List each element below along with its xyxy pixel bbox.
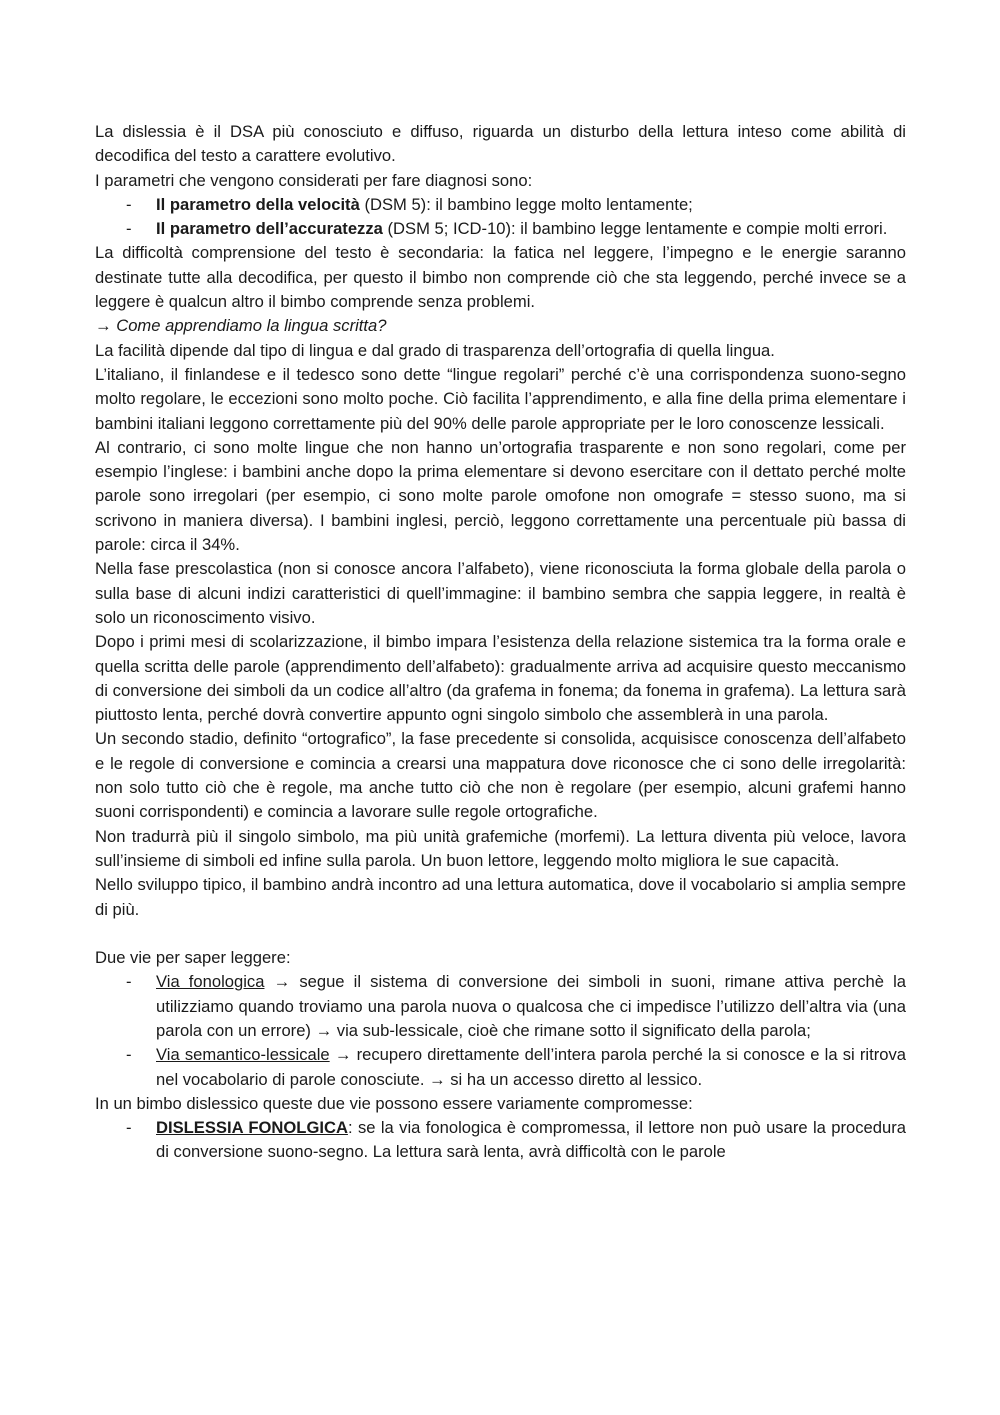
paragraph-facilita: La facilità dipende dal tipo di lingua e dal grado di trasparenza dell’ortografia di quella lingua. bbox=[95, 340, 775, 360]
paragraph-intro: La dislessia è il DSA più conosciuto e diffuso, riguarda un disturbo della lettura inteso come abilità di decodifica del testo a carattere evolutivo. bbox=[95, 122, 906, 166]
paragraph-contrario: Al contrario, ci sono molte lingue che non hanno un’ortografia trasparente e non sono regolari, come per esempio l’inglese: i bambini anche dopo la prima elementare si devono esercitare con il dettato perché molte parole sono irregolari (per esempio, ci sono molte parole omofone non omografe = stesso suono, ma si scrivono in maniera diversa). I bambini inglesi, perciò, leggono correttamente una percentuale più bassa di parole: circa il 34%. bbox=[95, 437, 906, 555]
list-item bbox=[95, 217, 906, 241]
params-list bbox=[95, 193, 906, 242]
blank-line bbox=[95, 922, 906, 946]
via-text: recupero direttamente dell’intera parola perché la si conosce e la si ritrova nel vocabolario di parole conosciute. bbox=[156, 1045, 906, 1089]
paragraph-ortografico: Un secondo stadio, definito “ortografico”, la fase precedente si consolida, acquisisce conoscenza dell’alfabeto e le regole di conversione e comincia a crearsi una mappatura dove riconosce che ci sono delle irregolarità: non solo tutto ciò che è regole, ma anche tutto ciò che non è regolare (per esempio, alcuni grafemi hanno suoni corrispondenti) e comincia a lavorare sulle regole ortografiche. bbox=[95, 729, 906, 822]
param-text: (DSM 5; ICD-10): il bambino legge lentamente e compie molti errori. bbox=[382, 219, 888, 239]
param-text: (DSM 5): il bambino legge molto lentamente; bbox=[359, 194, 693, 214]
via-fonologica-title: Via fonologica bbox=[156, 972, 265, 992]
question-text: Come apprendiamo la lingua scritta? bbox=[116, 316, 387, 336]
dislessia-list bbox=[95, 1116, 906, 1165]
via-text: segue il sistema di conversione dei simboli in suoni, rimane attiva perchè la utilizziamo quando troviamo una parola nuova o qualcosa che ci impedisce l’utilizzo dell’altra via (una parola con un errore) bbox=[156, 972, 906, 1040]
via-text: si ha un accesso diretto al lessico. bbox=[445, 1069, 703, 1089]
arrow-icon: → bbox=[315, 1020, 333, 1040]
list-bullet: - bbox=[126, 1118, 132, 1138]
list-bullet: - bbox=[126, 194, 132, 214]
param-title: Il parametro della velocità bbox=[156, 194, 360, 214]
dislessia-fonologica-text: : se la via fonologica è compromessa, il lettore non può usare la procedura di conversione suono-segno. La lettura sarà lenta, avrà difficoltà con le parole bbox=[156, 1118, 906, 1162]
arrow-icon: → bbox=[334, 1045, 352, 1065]
question-line bbox=[95, 314, 906, 338]
via-text: via sub-lessicale, cioè che rimane sotto il significato della parola; bbox=[332, 1020, 811, 1040]
paragraph-italiano: L’italiano, il finlandese e il tedesco sono dette “lingue regolari” perché c’è una corrispondenza suono-segno molto regolare, le eccezioni sono molto poche. Ciò facilita l’apprendimento, e alla fine della prima elementare i bambini italiani leggono correttamente più del 90% delle parole appropriate per le loro conoscenze lessicali. bbox=[95, 364, 906, 433]
paragraph-vie-intro: Due vie per saper leggere: bbox=[95, 948, 291, 968]
arrow-icon: → bbox=[273, 972, 291, 992]
paragraph-comprensione: La difficoltà comprensione del testo è secondaria: la fatica nel leggere, l’impegno e le energie saranno destinate tutte alla decodifica, per questo il bimbo non comprende ciò che sta leggendo, perché invece se a leggere è qualcun altro il bimbo comprende senza problemi. bbox=[95, 243, 906, 312]
paragraph-prescolastica: Nella fase prescolastica (non si conosce ancora l’alfabeto), viene riconosciuta la forma globale della parola o sulla base di alcuni indizi caratteristici di quell’immagine: il bambino sembra che sappia leggere, in realtà è solo un riconoscimento visivo. bbox=[95, 559, 906, 627]
paragraph-scolarizzazione: Dopo i primi mesi di scolarizzazione, il bimbo impara l’esistenza della relazione sistemica tra la forma orale e quella scritta delle parole (apprendimento dell’alfabeto): gradualmente arriva ad acquisire questo meccanismo di conversione dei simboli da un codice all’altro (da grafema in fonema; da fonema in grafema). La lettura sarà piuttosto lenta, perché dovrà convertire appunto ogni singolo simbolo che assemblerà in una parola. bbox=[95, 632, 906, 725]
paragraph-dislessico-intro: In un bimbo dislessico queste due vie possono essere variamente compromesse: bbox=[95, 1093, 693, 1113]
list-item bbox=[95, 970, 906, 1043]
paragraph-sviluppo: Nello sviluppo tipico, il bambino andrà incontro ad una lettura automatica, dove il vocabolario si amplia sempre di più. bbox=[95, 875, 906, 919]
paragraph-params-intro: I parametri che vengono considerati per fare diagnosi sono: bbox=[95, 170, 533, 190]
list-item bbox=[95, 193, 906, 217]
paragraph-non-tradurra: Non tradurrà più il singolo simbolo, ma più unità grafemiche (morfemi). La lettura diventa più veloce, lavora sull’insieme di simboli ed infine sulla parola. Un buon lettore, leggendo molto migliora le sue capacità. bbox=[95, 826, 906, 870]
list-bullet: - bbox=[126, 219, 132, 239]
list-item bbox=[95, 1116, 906, 1165]
param-title: Il parametro dell’accuratezza bbox=[156, 219, 383, 239]
arrow-icon: → bbox=[429, 1069, 446, 1089]
list-bullet: - bbox=[126, 972, 132, 992]
list-item bbox=[95, 1043, 906, 1092]
vie-list bbox=[95, 970, 906, 1091]
arrow-icon: → bbox=[95, 316, 112, 336]
list-bullet: - bbox=[126, 1045, 132, 1065]
via-semantico-title: Via semantico-lessicale bbox=[156, 1045, 330, 1065]
document-body bbox=[95, 120, 906, 1165]
dislessia-fonologica-title: DISLESSIA FONOLGICA bbox=[156, 1118, 348, 1138]
